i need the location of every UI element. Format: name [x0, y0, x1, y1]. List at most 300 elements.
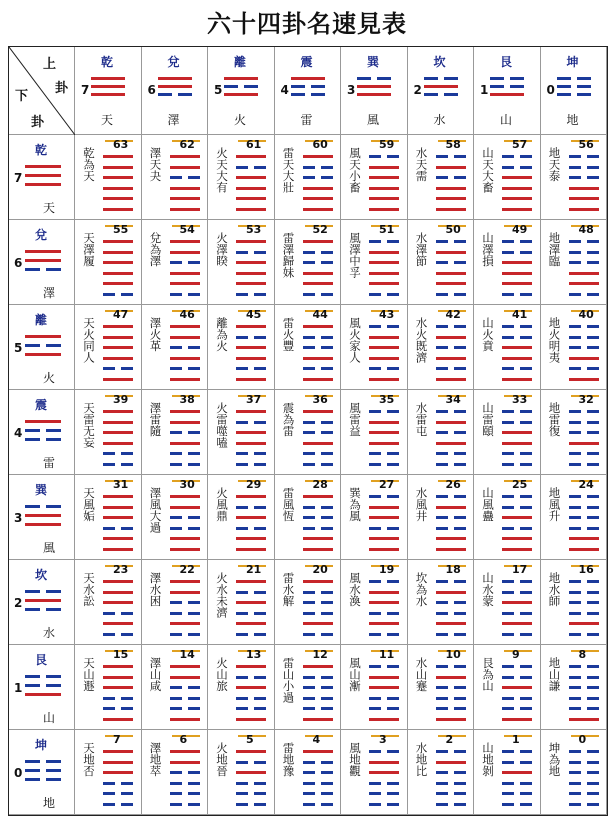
yang-line	[103, 516, 133, 519]
yin-line-segment	[303, 792, 315, 795]
yin-line-segment	[569, 495, 581, 498]
yin-line-segment	[520, 527, 532, 530]
hexagram-name: 火天大有	[215, 147, 229, 193]
yang-line	[357, 85, 391, 88]
yang-line	[303, 208, 333, 211]
hexagram-number: 46	[179, 308, 195, 321]
yang-line	[158, 85, 192, 88]
yin-line-segment	[303, 506, 315, 509]
yin-line-segment	[387, 782, 399, 785]
yin-line-segment	[357, 77, 371, 80]
yang-line	[25, 259, 61, 262]
yin-line-segment	[502, 166, 514, 169]
hexagram-name: 澤水困	[148, 572, 163, 607]
hexagram-name: 坤為地	[547, 742, 562, 777]
yin-line-segment	[387, 580, 399, 583]
yin-line-segment	[321, 452, 333, 455]
row-trigram-number: 6	[14, 256, 23, 270]
yang-line	[436, 718, 466, 721]
yang-line	[436, 506, 466, 509]
yin-line-segment	[569, 527, 581, 530]
hexagram-name: 風澤中孚	[348, 232, 362, 278]
yin-line-segment	[502, 293, 514, 296]
yin-line-segment	[569, 676, 581, 679]
yang-line	[369, 251, 399, 254]
yin-line-segment	[254, 506, 266, 509]
row-trigram-element: 水	[43, 626, 56, 640]
yin-line-segment	[454, 346, 466, 349]
yang-line	[436, 591, 466, 594]
yin-line-segment	[587, 792, 599, 795]
yin-line-segment	[569, 665, 581, 668]
hexagram-number: 9	[512, 648, 520, 661]
yin-line-segment	[46, 778, 61, 781]
yin-line-segment	[369, 792, 381, 795]
yin-line-segment	[587, 516, 599, 519]
column-trigram-element: 天	[101, 113, 114, 127]
hexagram-number: 4	[312, 733, 321, 746]
hexagram-name: 山地剝	[481, 742, 495, 777]
yang-line	[170, 155, 200, 158]
yin-line-segment	[454, 750, 466, 753]
yang-line	[170, 282, 200, 285]
table-corner	[9, 47, 75, 135]
yin-line-segment	[254, 782, 266, 785]
yin-line-segment	[303, 676, 315, 679]
hexagram-cell	[142, 305, 209, 390]
yin-line-segment	[170, 261, 182, 264]
yang-line	[91, 77, 125, 80]
yin-line-segment	[170, 346, 182, 349]
yin-line-segment	[587, 506, 599, 509]
yin-line-segment	[520, 336, 532, 339]
yin-line-segment	[454, 771, 466, 774]
yang-line	[103, 282, 133, 285]
yin-line-segment	[254, 336, 266, 339]
yin-line-segment	[569, 293, 581, 296]
yin-line-segment	[569, 707, 581, 710]
column-trigram-name: 艮	[500, 55, 513, 69]
yin-line-segment	[170, 176, 182, 179]
yang-line	[236, 261, 266, 264]
yin-line-segment	[502, 506, 514, 509]
yin-line-segment	[321, 707, 333, 710]
hexagram-cell	[474, 560, 541, 645]
yin-line-segment	[369, 410, 381, 413]
yin-line-segment	[188, 293, 200, 296]
yin-line-segment	[311, 93, 325, 96]
yin-line-segment	[569, 463, 581, 466]
yang-line	[436, 622, 466, 625]
hexagram-cell	[275, 645, 342, 730]
yin-line-segment	[587, 336, 599, 339]
hexagram-number: 6	[179, 733, 188, 746]
yang-line	[436, 548, 466, 551]
yang-line	[170, 410, 200, 413]
hexagram-number: 60	[312, 138, 328, 151]
column-header	[541, 47, 608, 135]
yin-line-segment	[577, 93, 591, 96]
yang-line	[170, 665, 200, 668]
yin-line-segment	[436, 707, 448, 710]
hexagram-number: 11	[379, 648, 395, 661]
hexagram-number: 43	[379, 308, 395, 321]
hexagram-cell	[408, 135, 475, 220]
yin-line-segment	[236, 612, 248, 615]
yang-line	[236, 622, 266, 625]
hexagram-name: 山風蠱	[481, 487, 495, 522]
hexagram-name: 雷天大壯	[281, 147, 296, 193]
yin-line-segment	[170, 516, 182, 519]
hexagram-cell	[75, 135, 142, 220]
yin-line-segment	[569, 803, 581, 806]
yin-line-segment	[569, 176, 581, 179]
yin-line-segment	[321, 176, 333, 179]
yang-line	[170, 421, 200, 424]
yin-line-segment	[436, 601, 448, 604]
yin-line-segment	[170, 803, 182, 806]
yang-line	[436, 442, 466, 445]
yang-line	[103, 155, 133, 158]
hexagram-name: 澤山咸	[148, 657, 163, 692]
hexagram-name: 雷火豐	[281, 317, 296, 352]
yang-line	[490, 93, 524, 96]
yin-line-segment	[103, 782, 115, 785]
yin-line-segment	[121, 527, 133, 530]
hexagram-name: 火澤睽	[215, 232, 229, 267]
yang-line	[236, 410, 266, 413]
yang-line	[303, 718, 333, 721]
yin-line-segment	[321, 633, 333, 636]
yin-line-segment	[121, 792, 133, 795]
yin-line-segment	[587, 463, 599, 466]
row-header	[9, 645, 75, 730]
yin-line-segment	[25, 590, 40, 593]
yang-line	[369, 771, 399, 774]
yin-line-segment	[188, 516, 200, 519]
yin-line-segment	[436, 240, 448, 243]
yin-line-segment	[121, 463, 133, 466]
yang-line	[569, 357, 599, 360]
hexagram-name: 雷山小過	[281, 657, 296, 703]
yang-line	[569, 197, 599, 200]
yin-line-segment	[121, 293, 133, 296]
hexagram-cell	[75, 730, 142, 815]
yin-line-segment	[254, 591, 266, 594]
yin-line-segment	[387, 410, 399, 413]
yin-line-segment	[236, 293, 248, 296]
yin-line-segment	[236, 463, 248, 466]
yin-line-segment	[103, 293, 115, 296]
yin-line-segment	[369, 240, 381, 243]
row-trigram-element: 風	[43, 541, 56, 555]
yin-line-segment	[436, 293, 448, 296]
yin-line-segment	[502, 367, 514, 370]
yang-line	[369, 622, 399, 625]
yin-line-segment	[587, 803, 599, 806]
yin-line-segment	[303, 261, 315, 264]
yin-line-segment	[520, 452, 532, 455]
yin-line-segment	[569, 240, 581, 243]
yin-line-segment	[46, 675, 61, 678]
yang-line	[170, 750, 200, 753]
yin-line-segment	[188, 346, 200, 349]
yin-line-segment	[303, 346, 315, 349]
hexagram-cell	[408, 475, 475, 560]
yin-line-segment	[387, 463, 399, 466]
yin-line-segment	[170, 771, 182, 774]
hexagram-cell	[541, 560, 608, 645]
yin-line-segment	[311, 85, 325, 88]
yin-line-segment	[454, 633, 466, 636]
yin-line-segment	[436, 410, 448, 413]
yang-line	[502, 357, 532, 360]
yin-line-segment	[369, 580, 381, 583]
yin-line-segment	[170, 782, 182, 785]
hexagram-number: 54	[179, 223, 195, 236]
hexagram-number: 40	[578, 308, 594, 321]
yin-line-segment	[25, 438, 40, 441]
yin-line-segment	[520, 591, 532, 594]
yin-line-segment	[569, 261, 581, 264]
yang-line	[224, 93, 258, 96]
yin-line-segment	[587, 155, 599, 158]
yin-line-segment	[436, 367, 448, 370]
hexagram-name: 地天泰	[547, 147, 562, 182]
yin-line-segment	[321, 463, 333, 466]
yang-line	[357, 93, 391, 96]
hexagram-cell	[208, 135, 275, 220]
yin-line-segment	[502, 792, 514, 795]
yin-line-segment	[520, 633, 532, 636]
yin-line-segment	[321, 527, 333, 530]
column-trigram-name: 離	[234, 55, 247, 69]
row-trigram-element: 雷	[43, 456, 56, 470]
yin-line-segment	[520, 421, 532, 424]
yin-line-segment	[46, 684, 61, 687]
yin-line-segment	[236, 336, 248, 339]
yang-line	[369, 346, 399, 349]
yang-line	[103, 346, 133, 349]
hexagram-cell	[142, 645, 209, 730]
yang-line	[25, 693, 61, 696]
yin-line-segment	[569, 346, 581, 349]
yin-line-segment	[587, 325, 599, 328]
yin-line-segment	[502, 633, 514, 636]
yang-line	[502, 378, 532, 381]
yang-line	[303, 442, 333, 445]
yang-line	[502, 176, 532, 179]
yin-line-segment	[454, 325, 466, 328]
yang-line	[436, 272, 466, 275]
yang-line	[303, 410, 333, 413]
hexagram-cell	[408, 305, 475, 390]
yang-line	[103, 261, 133, 264]
column-trigram-number: 0	[546, 83, 555, 97]
yin-line-segment	[321, 336, 333, 339]
yin-line-segment	[436, 463, 448, 466]
yang-line	[103, 750, 133, 753]
row-header	[9, 560, 75, 645]
yin-line-segment	[587, 431, 599, 434]
hexagram-name: 風火家人	[348, 317, 362, 363]
hexagram-cell	[541, 645, 608, 730]
yin-line-segment	[321, 166, 333, 169]
hexagram-name: 地水師	[547, 572, 562, 607]
yin-line-segment	[303, 803, 315, 806]
row-trigram-name: 離	[35, 313, 48, 327]
hexagram-number: 55	[113, 223, 129, 236]
yin-line-segment	[170, 527, 182, 530]
yin-line-segment	[303, 516, 315, 519]
yin-line-segment	[454, 707, 466, 710]
yin-line-segment	[188, 176, 200, 179]
yin-line-segment	[436, 431, 448, 434]
yin-line-segment	[387, 527, 399, 530]
yin-line-segment	[424, 93, 438, 96]
hexagram-number: 52	[312, 223, 328, 236]
yang-line	[502, 686, 532, 689]
hexagram-cell	[541, 220, 608, 305]
yang-line	[158, 77, 192, 80]
page-title: 六十四卦名速見表	[207, 10, 407, 38]
yin-line-segment	[303, 527, 315, 530]
yin-line-segment	[577, 77, 591, 80]
yin-line-segment	[587, 771, 599, 774]
yin-line-segment	[490, 85, 504, 88]
yang-line	[569, 718, 599, 721]
yang-line	[303, 272, 333, 275]
column-trigram-name: 乾	[101, 55, 114, 69]
yin-line-segment	[587, 527, 599, 530]
yin-line-segment	[236, 676, 248, 679]
hexagram-name: 地山謙	[547, 657, 562, 692]
yang-line	[103, 208, 133, 211]
yin-line-segment	[303, 367, 315, 370]
yin-line-segment	[387, 293, 399, 296]
row-trigram-number: 7	[14, 171, 23, 185]
yang-line	[436, 537, 466, 540]
hexagram-number: 13	[246, 648, 262, 661]
yang-line	[369, 166, 399, 169]
yang-line	[170, 166, 200, 169]
hexagram-name: 澤火革	[148, 317, 163, 352]
yin-line-segment	[369, 293, 381, 296]
yin-line-segment	[46, 344, 61, 347]
yin-line-segment	[454, 452, 466, 455]
yin-line-segment	[569, 452, 581, 455]
yin-line-segment	[587, 697, 599, 700]
yin-line-segment	[557, 77, 571, 80]
yin-line-segment	[236, 166, 248, 169]
row-header	[9, 730, 75, 815]
yin-line-segment	[569, 336, 581, 339]
yin-line-segment	[587, 166, 599, 169]
hexagram-number: 5	[246, 733, 254, 746]
yang-line	[369, 442, 399, 445]
yin-line-segment	[369, 782, 381, 785]
hexagram-name: 水地比	[414, 742, 429, 777]
yin-line-segment	[321, 516, 333, 519]
yang-line	[103, 622, 133, 625]
column-trigram-name: 坤	[566, 55, 579, 69]
yang-line	[569, 378, 599, 381]
hexagram-cell	[541, 135, 608, 220]
yin-line-segment	[321, 251, 333, 254]
yin-line-segment	[569, 325, 581, 328]
yin-line-segment	[369, 325, 381, 328]
yang-line	[103, 325, 133, 328]
column-trigram-number: 6	[147, 83, 156, 97]
yin-line-segment	[321, 686, 333, 689]
yin-line-segment	[303, 591, 315, 594]
yin-line-segment	[577, 85, 591, 88]
hexagram-name: 火地晉	[215, 742, 229, 777]
yin-line-segment	[587, 495, 599, 498]
column-trigram-name: 巽	[367, 55, 380, 69]
yin-line-segment	[520, 495, 532, 498]
yin-line-segment	[454, 697, 466, 700]
yin-line-segment	[387, 367, 399, 370]
yang-line	[103, 601, 133, 604]
yin-line-segment	[569, 410, 581, 413]
yang-line	[569, 282, 599, 285]
yang-line	[303, 240, 333, 243]
yin-line-segment	[454, 431, 466, 434]
yang-line	[170, 591, 200, 594]
yang-line	[103, 378, 133, 381]
row-trigram-number: 4	[14, 426, 23, 440]
yin-line-segment	[188, 792, 200, 795]
column-trigram-element: 風	[367, 113, 380, 127]
yin-line-segment	[454, 612, 466, 615]
yin-line-segment	[103, 792, 115, 795]
yin-line-segment	[502, 580, 514, 583]
yin-line-segment	[520, 792, 532, 795]
yin-line-segment	[387, 750, 399, 753]
yang-line	[369, 208, 399, 211]
yang-line	[170, 537, 200, 540]
hexagram-name: 水雷屯	[414, 402, 429, 437]
yang-line	[369, 421, 399, 424]
yin-line-segment	[254, 761, 266, 764]
column-trigram-number: 3	[347, 83, 356, 97]
hexagram-name: 天地否	[82, 742, 96, 777]
yin-line-segment	[502, 421, 514, 424]
yin-line-segment	[387, 792, 399, 795]
hexagram-cell	[474, 475, 541, 560]
yang-line	[103, 272, 133, 275]
yin-line-segment	[569, 771, 581, 774]
yin-line-segment	[254, 166, 266, 169]
hexagram-number: 28	[312, 478, 328, 491]
hexagram-cell	[474, 220, 541, 305]
yang-line	[303, 197, 333, 200]
yin-line-segment	[303, 707, 315, 710]
yin-line-segment	[387, 707, 399, 710]
hexagram-cell	[275, 220, 342, 305]
yin-line-segment	[387, 325, 399, 328]
hexagram-name: 地澤臨	[547, 232, 562, 267]
yin-line-segment	[587, 707, 599, 710]
hexagram-cell	[208, 390, 275, 475]
yin-line-segment	[170, 707, 182, 710]
yang-line	[25, 523, 61, 526]
yin-line-segment	[444, 93, 458, 96]
hexagram-number: 61	[246, 138, 262, 151]
yin-line-segment	[520, 293, 532, 296]
yin-line-segment	[520, 155, 532, 158]
